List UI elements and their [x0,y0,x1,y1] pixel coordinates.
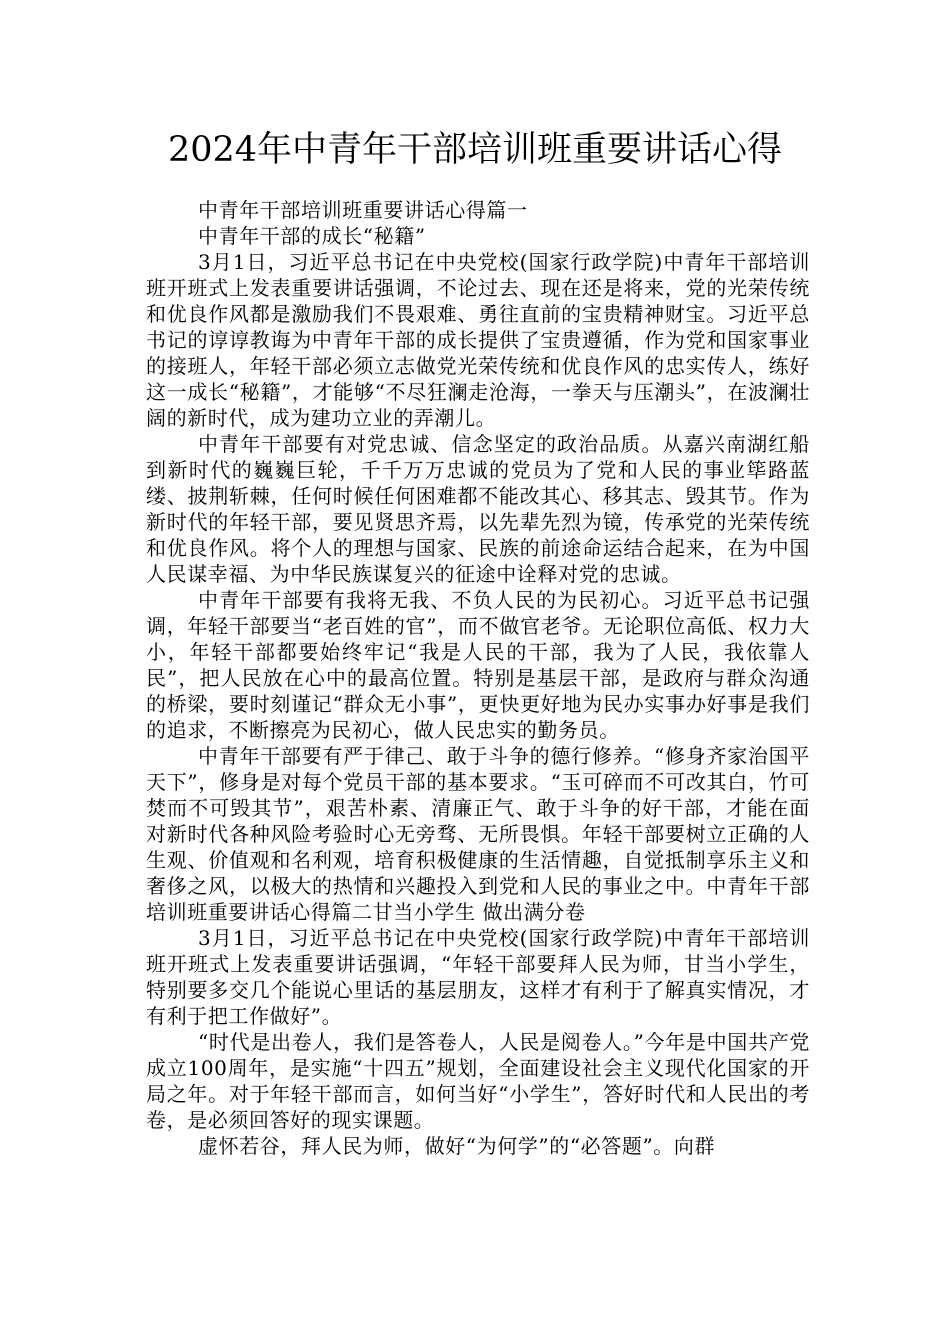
body-paragraph: 虚怀若谷，拜人民为师，做好“为何学”的“必答题”。向群 [198,1134,716,1158]
article-subtitle: 中青年干部的成长“秘籍” [198,224,426,248]
document-body [146,197,810,1159]
body-paragraph: “时代是出卷人，我们是答卷人，人民是阅卷人。”今年是中国共产党成立100周年，是实施“十四五”规划，全面建设社会主义现代化国家的开局之年。对于年轻干部而言，如何当好“小学生”，答好时代和人民出的考卷，是必须回答好的现实课题。 [146,1030,810,1132]
body-paragraph: 3月1日，习近平总书记在中央党校(国家行政学院)中青年干部培训班开班式上发表重要讲话强调，“年轻干部要拜人民为师，甘当小学生，特别要多交几个能说心里话的基层朋友，这样才有利于了解真实情况，才有利于把工作做好”。 [146,926,810,1028]
document-title: 2024年中青年干部培训班重要讲话心得 [167,130,783,170]
body-paragraph: 中青年干部要有严于律己、敢于斗争的德行修养。“修身齐家治国平天下”，修身是对每个党员干部的基本要求。“玉可碎而不可改其白，竹可焚而不可毁其节”，艰苦朴素、清廉正气、敢于斗争的好干部，才能在面对新时代各种风险考验时心无旁骛、无所畏惧。年轻干部要树立正确的人生观、价值观和名利观，培育积极健康的生活情趣，自觉抵制享乐主义和奢侈之风，以极大的热情和兴趣投入到党和人民的事业之中。中青年干部培训班重要讲话心得篇二甘当小学生 做出满分卷 [146,744,810,924]
body-paragraph: 3月1日，习近平总书记在中央党校(国家行政学院)中青年干部培训班开班式上发表重要讲话强调，不论过去、现在还是将来，党的光荣传统和优良作风都是激励我们不畏艰难、勇往直前的宝贵精神财宝。习近平总书记的谆谆教诲为中青年干部的成长提供了宝贵遵循，作为党和国家事业的接班人，年轻干部必须立志做党光荣传统和优良作风的忠实传人，练好这一成长“秘籍”，才能够“不尽狂澜走沧海，一拳天与压潮头”，在波澜壮阔的新时代，成为建功立业的弄潮儿。 [146,250,810,430]
body-paragraph: 中青年干部要有对党忠诚、信念坚定的政治品质。从嘉兴南湖红船到新时代的巍巍巨轮，千千万万忠诚的党员为了党和人民的事业筚路蓝缕、披荆斩棘，任何时候任何困难都不能改其心、移其志、毁其节。作为新时代的年轻干部，要见贤思齐焉，以先辈先烈为镜，传承党的光荣传统和优良作风。将个人的理想与国家、民族的前途命运结合起来，在为中国人民谋幸福、为中华民族谋复兴的征途中诠释对党的忠诚。 [146,432,810,586]
section-heading: 中青年干部培训班重要讲话心得篇一 [198,198,528,222]
body-paragraph: 中青年干部要有我将无我、不负人民的为民初心。习近平总书记强调，年轻干部要当“老百姓的官”，而不做官老爷。无论职位高低、权力大小，年轻干部都要始终牢记“我是人民的干部，我为了人民，我依靠人民”，把人民放在心中的最高位置。特别是基层干部，是政府与群众沟通的桥梁，要时刻谨记“群众无小事”，更快更好地为民办实事办好事是我们的追求，不断擦亮为民初心，做人民忠实的勤务员。 [146,588,810,742]
